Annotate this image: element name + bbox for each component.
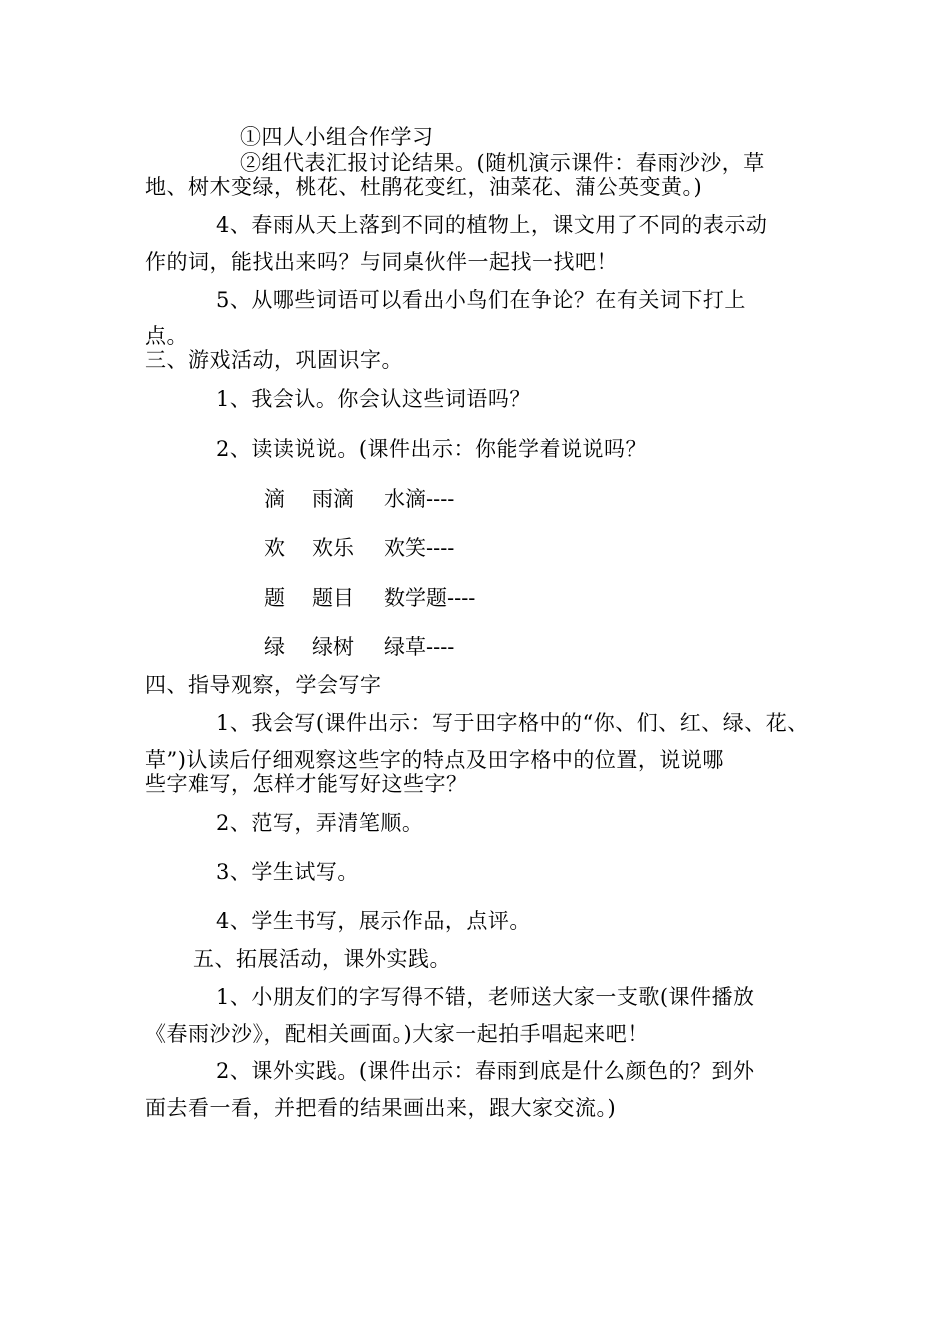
word-phrase: 数学题---- bbox=[384, 586, 476, 610]
word-phrase: 绿草---- bbox=[384, 635, 455, 659]
text-line: 3、学生试写。 bbox=[216, 860, 359, 884]
text-line: 《春雨沙沙》，配相关画面。)大家一起拍手唱起来吧！ bbox=[145, 1022, 649, 1046]
text-line: ②组代表汇报讨论结果。(随机演示课件：春雨沙沙，草 bbox=[240, 151, 765, 175]
text-line: 4、春雨从天上落到不同的植物上，课文用了不同的表示动 bbox=[216, 213, 768, 237]
text-line: 草”)认读后仔细观察这些字的特点及田字格中的位置，说说哪 bbox=[145, 748, 724, 772]
text-line: 地、树木变绿，桃花、杜鹃花变红，油菜花、蒲公英变黄。) bbox=[145, 175, 703, 199]
word-char: 滴 bbox=[264, 487, 285, 511]
section-heading: 五、拓展活动，课外实践。 bbox=[193, 947, 451, 971]
text-line: 1、我会写(课件出示：写于田字格中的“你、们、红、绿、花、 bbox=[216, 711, 809, 735]
word-phrase: 雨滴 bbox=[312, 487, 354, 511]
text-line: 2、读读说说。(课件出示：你能学着说说吗？ bbox=[216, 437, 648, 461]
text-line: ①四人小组合作学习 bbox=[240, 125, 434, 149]
section-heading: 三、游戏活动，巩固识字。 bbox=[145, 348, 403, 372]
word-phrase: 题目 bbox=[312, 586, 354, 610]
text-line: 2、课外实践。(课件出示：春雨到底是什么颜色的？到外 bbox=[216, 1059, 755, 1083]
word-char: 欢 bbox=[264, 536, 285, 560]
text-line: 4、学生书写，展示作品，点评。 bbox=[216, 909, 531, 933]
text-line: 点。 bbox=[145, 324, 188, 348]
text-line: 面去看一看，并把看的结果画出来，跟大家交流。) bbox=[145, 1096, 617, 1120]
section-heading: 四、指导观察，学会写字 bbox=[145, 673, 382, 697]
text-line: 1、小朋友们的字写得不错，老师送大家一支歌(课件播放 bbox=[216, 985, 755, 1009]
text-line: 些字难写，怎样才能写好这些字？ bbox=[145, 772, 468, 796]
word-phrase: 绿树 bbox=[312, 635, 354, 659]
text-line: 作的词，能找出来吗？与同桌伙伴一起找一找吧！ bbox=[145, 250, 618, 274]
text-line: 1、我会认。你会认这些词语吗？ bbox=[216, 387, 531, 411]
word-char: 绿 bbox=[264, 635, 285, 659]
text-line: 5、从哪些词语可以看出小鸟们在争论？在有关词下打上 bbox=[216, 288, 746, 312]
text-line: 2、范写，弄清笔顺。 bbox=[216, 811, 424, 835]
word-phrase: 欢笑---- bbox=[384, 536, 455, 560]
word-char: 题 bbox=[264, 586, 285, 610]
word-phrase: 水滴---- bbox=[384, 487, 455, 511]
word-phrase: 欢乐 bbox=[312, 536, 354, 560]
